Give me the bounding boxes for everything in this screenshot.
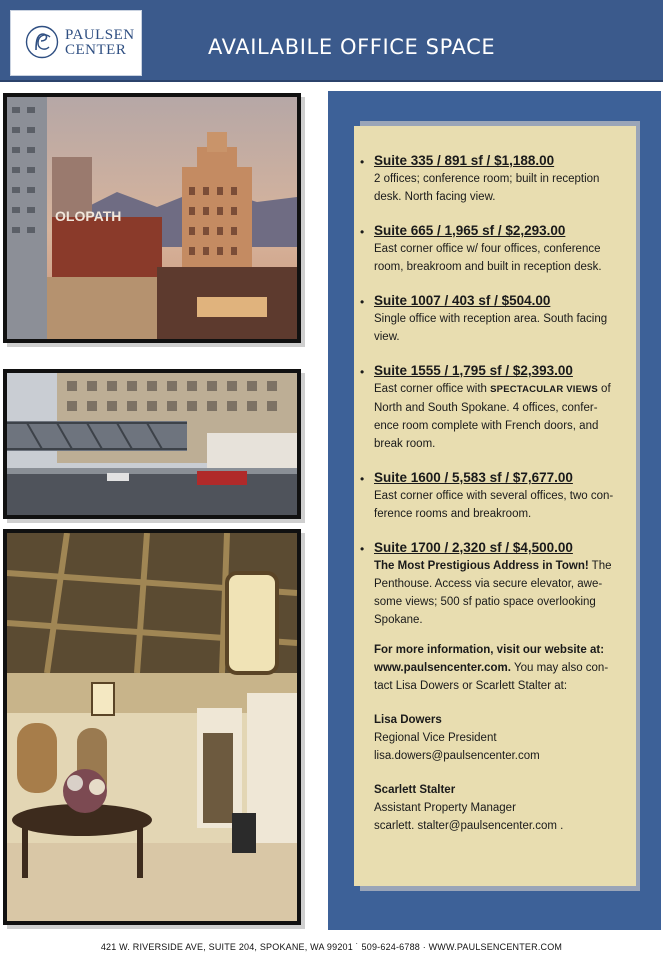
suite-description-pre: East corner office with <box>374 383 491 395</box>
contact-title: Regional Vice President <box>374 732 497 744</box>
bullet-icon: • <box>360 365 365 379</box>
bullet-icon: • <box>360 155 365 169</box>
contact-name: Scarlett Stalter <box>374 784 456 796</box>
logo <box>10 10 142 76</box>
contact-title: Assistant Property Manager <box>374 802 516 814</box>
bullet-icon: • <box>360 225 365 239</box>
contact-name: Lisa Dowers <box>374 714 442 726</box>
footer-address: 421 W. RIVERSIDE AVE, SUITE 204, SPOKANE, WA 99201 ˙ 509-624-6788 · WWW.PAULSENCENTER.COM <box>100 942 563 952</box>
suite-description <box>374 380 622 453</box>
suite-description: 2 offices; conference room; built in reception desk. North facing view. <box>374 173 600 203</box>
suite-description: East corner office with several offices, two con-ference rooms and breakroom. <box>374 490 614 520</box>
logo-monogram-icon <box>25 25 59 59</box>
suite-item <box>360 152 622 206</box>
suite-item <box>360 292 622 346</box>
suite-item <box>360 222 622 276</box>
street-photo <box>3 369 301 519</box>
bullet-icon: • <box>360 542 365 556</box>
contact-block <box>374 781 622 835</box>
more-info-text <box>374 641 622 695</box>
website-callout: For more information, visit our website at: www.paulsencenter.com. <box>374 644 605 674</box>
suite-title: Suite 1600 / 5,583 sf / $7,677.00 <box>374 470 573 485</box>
lobby-photo <box>3 529 301 925</box>
suite-title: Suite 665 / 1,965 sf / $2,293.00 <box>374 223 566 238</box>
bullet-icon: • <box>360 295 365 309</box>
suite-description: Single office with reception area. South facing view. <box>374 313 608 343</box>
logo-text <box>65 28 139 58</box>
suite-description-bold: The Most Prestigious Address in Town! <box>374 560 589 572</box>
contact-email[interactable]: scarlett. stalter@paulsencenter.com . <box>374 820 564 832</box>
listing-card <box>354 126 636 886</box>
suite-item <box>360 362 622 453</box>
suite-title: Suite 1555 / 1,795 sf / $2,393.00 <box>374 363 573 378</box>
suite-description: East corner office w/ four offices, conference room, breakroom and built in reception desk. <box>374 243 602 273</box>
suite-item <box>360 539 622 629</box>
suite-item <box>360 469 622 523</box>
suite-title: Suite 1700 / 2,320 sf / $4,500.00 <box>374 540 573 555</box>
logo-line-1: PAULSEN <box>65 27 135 43</box>
suite-description-text: The Penthouse. Access via secure elevator, awe-some views; 500 sf patio space overlooking Spokane. <box>374 560 612 626</box>
page-title: AVAILABILE OFFICE SPACE <box>208 35 496 59</box>
contact-email[interactable]: lisa.dowers@paulsencenter.com <box>374 750 540 762</box>
logo-line-2: CENTER <box>65 42 127 58</box>
bullet-icon: • <box>360 472 365 486</box>
suite-title: Suite 1007 / 403 sf / $504.00 <box>374 293 551 308</box>
suite-description-highlight: SPECTACULAR VIEWS <box>490 384 598 395</box>
contact-block <box>374 711 622 765</box>
skyline-photo <box>3 93 301 343</box>
suite-description <box>374 557 622 629</box>
contact-intro: You may also con-tact Lisa Dowers or Scarlett Stalter at: <box>374 662 609 692</box>
building-sign-text: OLOPATH <box>55 208 122 224</box>
suite-title: Suite 335 / 891 sf / $1,188.00 <box>374 153 555 168</box>
page-header <box>0 0 663 82</box>
suite-description-post: of North and South Spokane. 4 offices, confer-ence room complete with French doors, and break room. <box>374 383 611 450</box>
